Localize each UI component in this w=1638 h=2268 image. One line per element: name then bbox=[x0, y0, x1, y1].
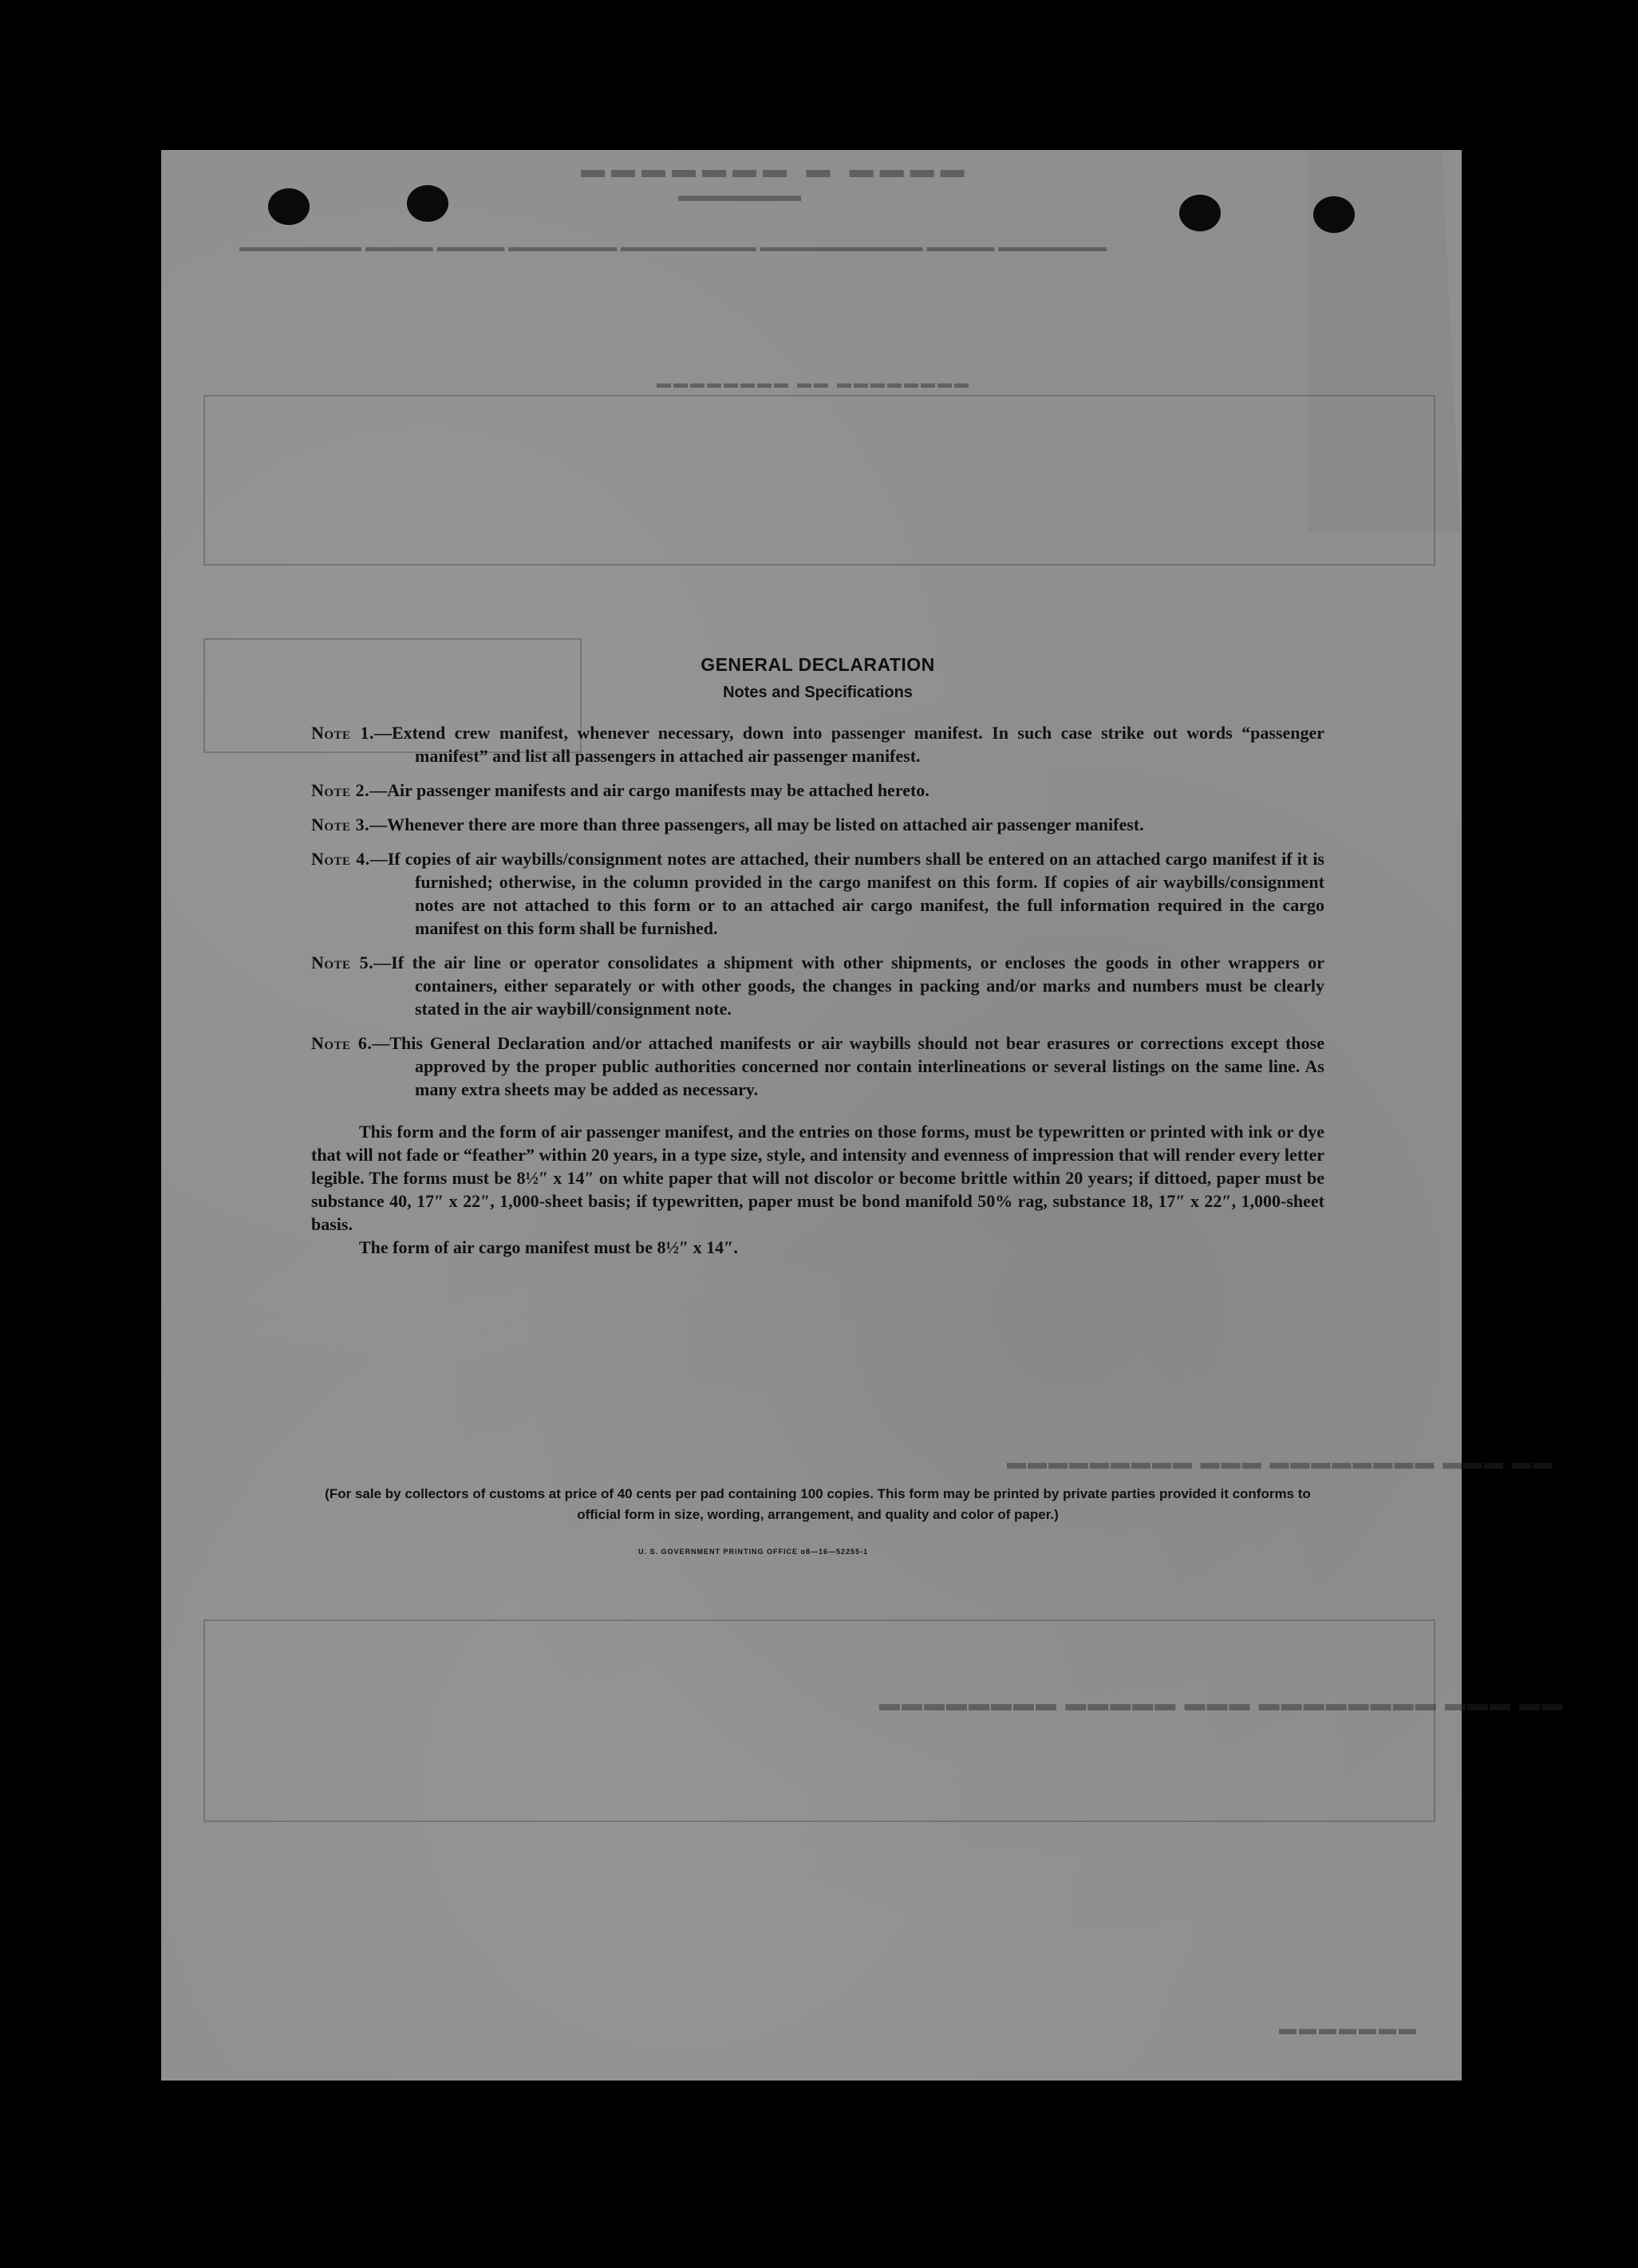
notes-section bbox=[311, 654, 1324, 1259]
bleed-through-mark: ▬▬▬▬▬▬▬ bbox=[678, 185, 801, 205]
note-3 bbox=[311, 813, 1324, 836]
note-label: Note 4. bbox=[311, 849, 370, 869]
note-1 bbox=[311, 721, 1324, 767]
bleed-through-table bbox=[203, 1619, 1435, 1822]
page-subtitle: Notes and Specifications bbox=[723, 684, 913, 701]
note-label: Note 2. bbox=[311, 780, 370, 800]
bleed-through-mark: ▬▬▬▬▬▬▬▬ ▬▬ ▬▬▬▬▬▬▬▬ bbox=[654, 375, 969, 391]
punch-hole bbox=[407, 185, 448, 222]
note-2 bbox=[311, 779, 1324, 802]
bleed-through-mark: ▬▬▬▬▬▬▬ bbox=[1277, 2018, 1416, 2038]
cargo-manifest-size: The form of air cargo manifest must be 8½″ x 14″. bbox=[359, 1237, 738, 1257]
note-6 bbox=[311, 1031, 1324, 1101]
note-label: Note 1. bbox=[311, 723, 374, 743]
printing-office-imprint: U. S. GOVERNMENT PRINTING OFFICE o8—16—52255-1 bbox=[638, 1548, 869, 1556]
note-label: Note 6. bbox=[311, 1033, 373, 1053]
note-5 bbox=[311, 951, 1324, 1020]
note-text: —Extend crew manifest, whenever necessary, down into passenger manifest. In such case strike out words “passenger manifest” and list all passengers in attached air passenger manifest. bbox=[373, 723, 1324, 766]
note-text: —If the air line or operator consolidates a shipment with other shipments, or encloses the goods in other wrappers or containers, either separately or with other goods, the changes in packing and/or marks and numbers must be clearly stated in the air waybill/consignment note. bbox=[373, 953, 1324, 1019]
sale-notice: (For sale by collectors of customs at price of 40 cents per pad containing 100 copies. This form may be printed by private parties provided it conforms to official form in size, wording, arrangement, and quality and color of paper.) bbox=[325, 1486, 1311, 1522]
bleed-through-mark: ▬▬▬▬ ▬ ▬▬▬▬▬▬▬ bbox=[574, 156, 965, 183]
note-text: —This General Declaration and/or attached manifests or air waybills should not bear erasures or corrections except those approved by the proper public authorities concerned nor contain interlineations or several listings on the same line. As many extra sheets may be added as necessary. bbox=[372, 1033, 1324, 1099]
bleed-through-table bbox=[203, 395, 1435, 566]
note-label: Note 5. bbox=[311, 953, 374, 972]
bleed-through-mark: ▬▬ ▬▬▬ ▬▬▬▬▬▬▬▬ ▬▬▬ ▬▬▬▬▬▬▬▬▬ bbox=[1005, 1452, 1552, 1473]
note-text: —Air passenger manifests and air cargo manifests may be attached hereto. bbox=[369, 780, 930, 800]
bleed-through-mark: ▬▬▬▬▬▬▬▬ ▬▬▬▬▬ ▬▬▬▬▬▬▬▬▬▬▬▬ ▬▬▬▬▬▬▬▬▬▬ ▬▬▬▬▬▬▬▬ ▬▬▬▬▬ ▬▬▬▬▬ ▬▬▬▬▬▬▬▬▬ bbox=[239, 239, 1107, 254]
punch-hole bbox=[1179, 195, 1221, 231]
bleed-through-mark: ▬▬ ▬▬▬ ▬▬▬▬▬▬▬▬ ▬▬▬ ▬▬▬▬▬ ▬▬▬▬▬▬▬▬ bbox=[878, 1691, 1563, 1715]
punch-hole bbox=[1313, 196, 1355, 233]
note-label: Note 3. bbox=[311, 815, 370, 834]
page-title: GENERAL DECLARATION bbox=[701, 654, 935, 675]
note-4 bbox=[311, 847, 1324, 940]
punch-hole bbox=[268, 188, 310, 225]
note-text: —Whenever there are more than three passengers, all may be listed on attached air passenger manifest. bbox=[369, 815, 1144, 834]
note-text: —If copies of air waybills/consignment notes are attached, their numbers shall be entered on an attached cargo manifest if it is furnished; otherwise, in the column provided in the cargo manifest on this form. If copies of air waybills/consignment notes are not attached to this form or to an attached air cargo manifest, the full information required in the cargo manifest on this form shall be furnished. bbox=[369, 849, 1324, 938]
form-specification-paragraph: This form and the form of air passenger manifest, and the entries on those forms, must be typewritten or printed with ink or dye that will not fade or “feather” within 20 years, in a type size, style, and intensity and evenness of impression that will render every letter legible. The forms must be 8½″ x 14″ on white paper that will not discolor or become brittle within 20 years; if dittoed, paper must be substance 40, 17″ x 22″, 1,000-sheet basis; if typewritten, paper must be bond manifold 50% rag, substance 18, 17″ x 22″, 1,000-sheet basis. bbox=[311, 1122, 1324, 1234]
